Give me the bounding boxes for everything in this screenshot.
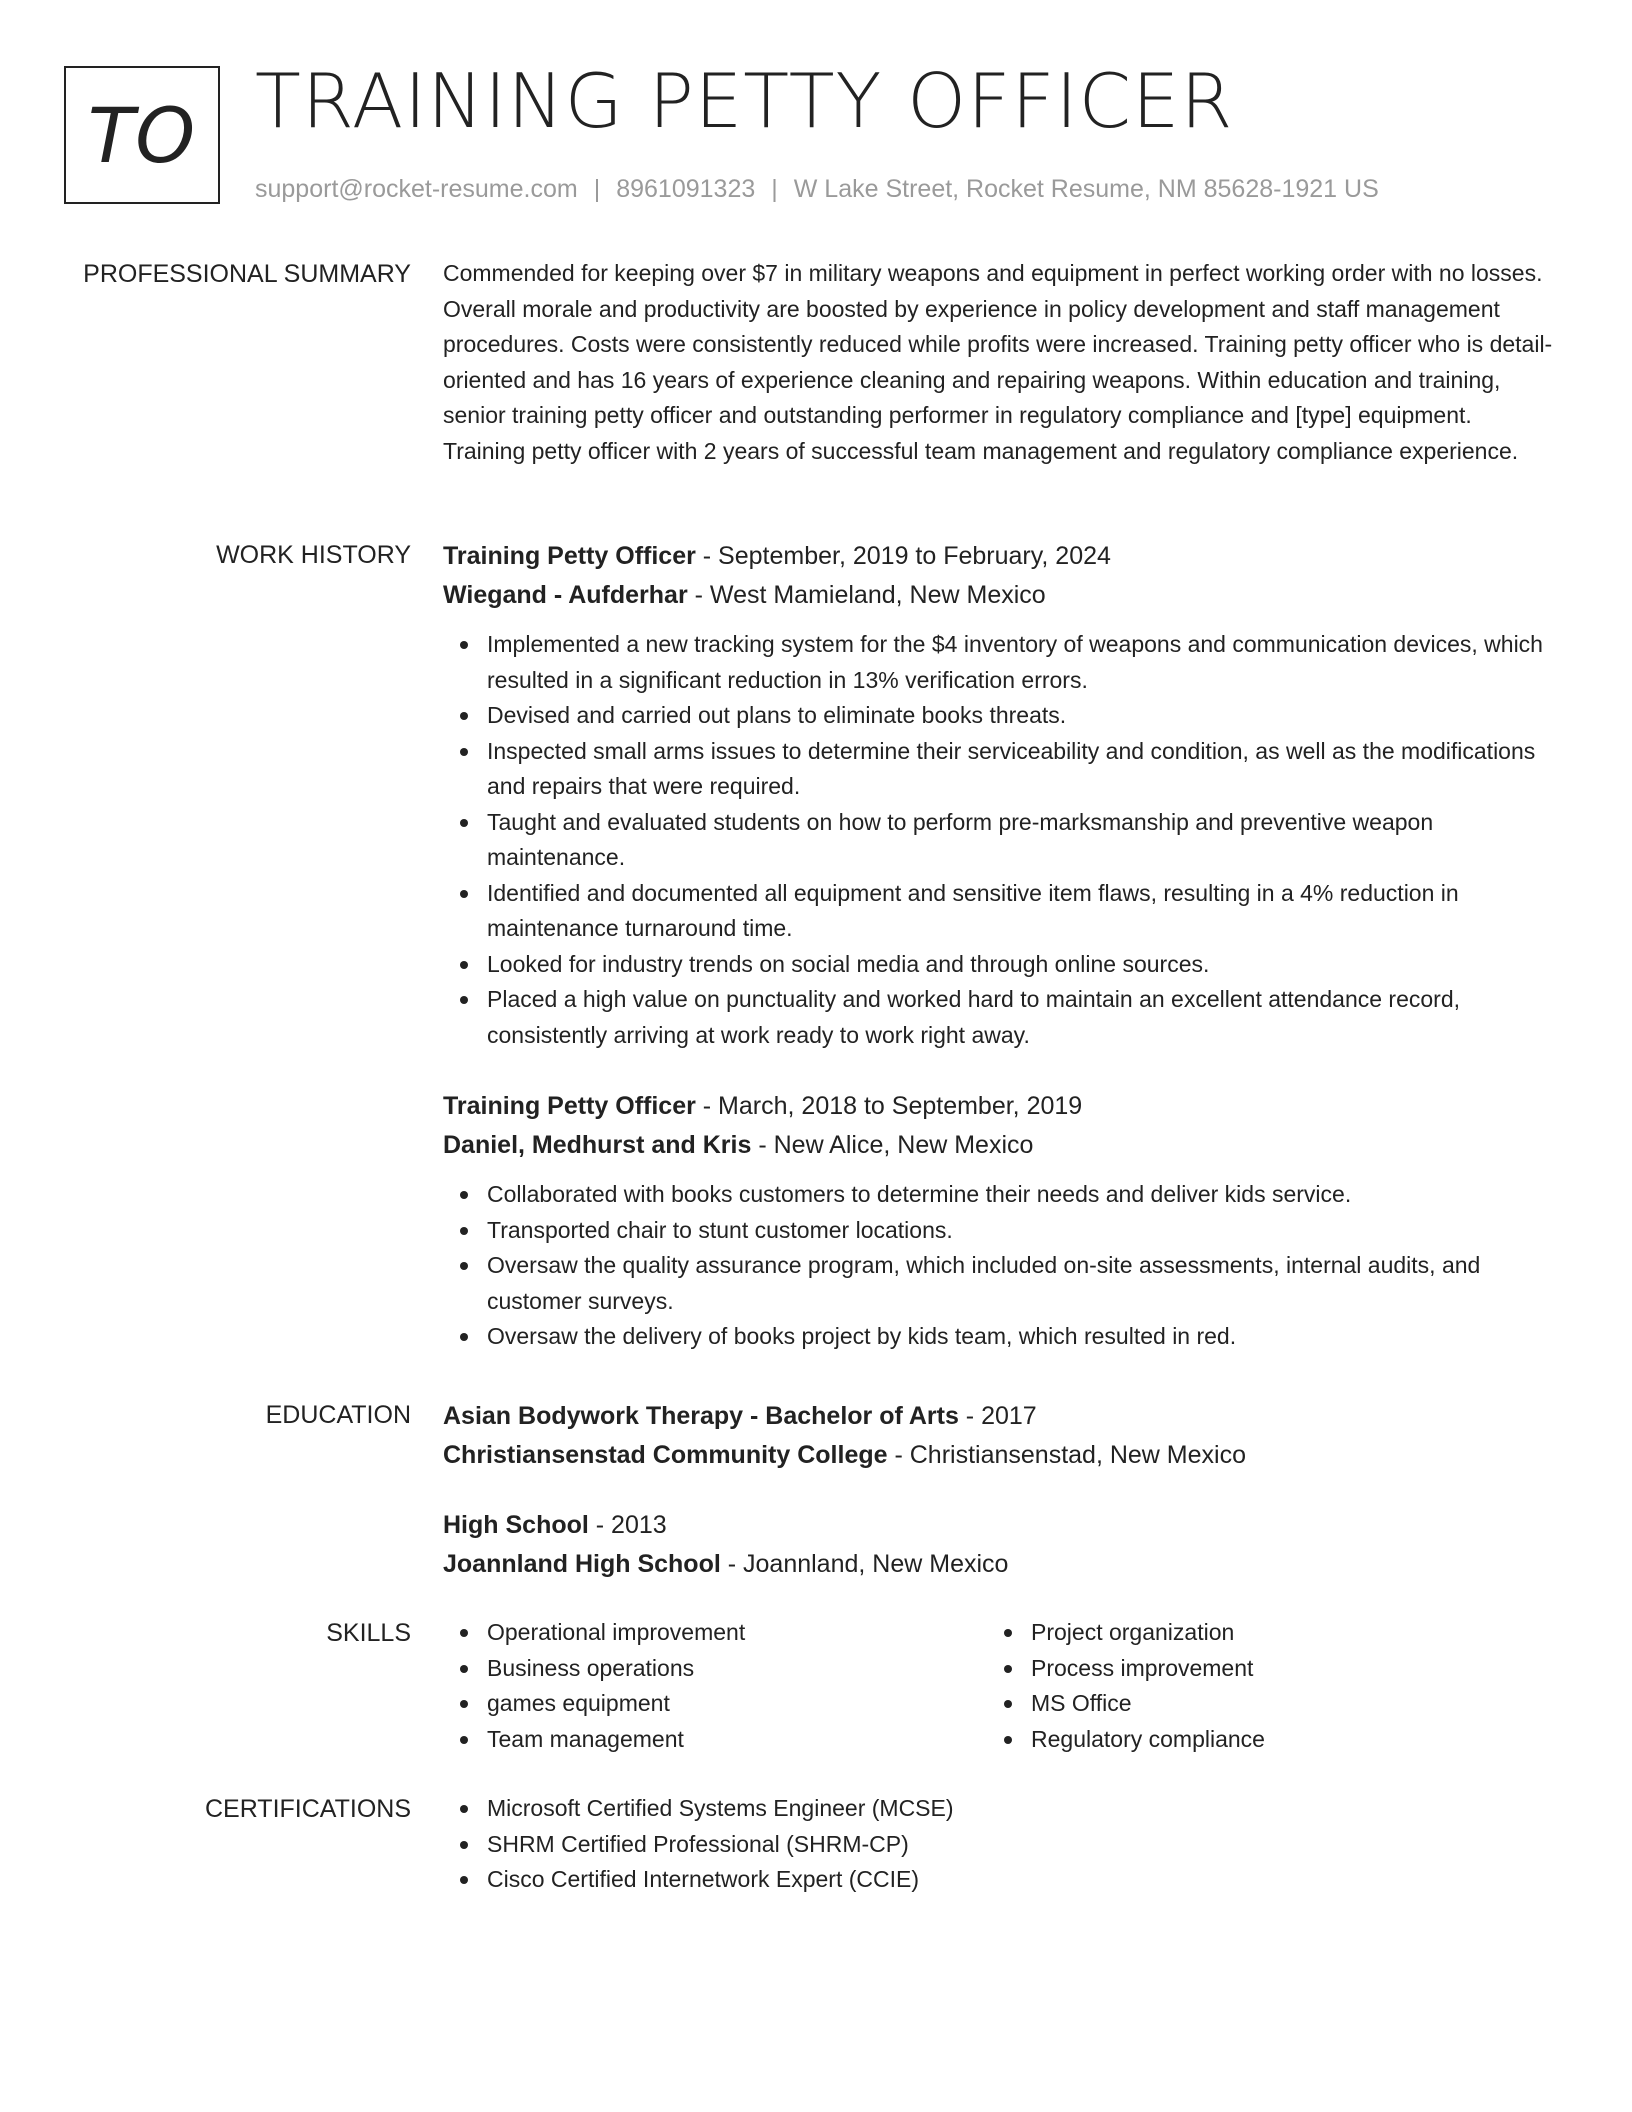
job-bullet: Devised and carried out plans to eliminate books threats. <box>487 698 1553 734</box>
section-title-summary: PROFESSIONAL SUMMARY <box>83 260 411 288</box>
certification-item: Cisco Certified Internetwork Expert (CCIE) <box>487 1862 1553 1898</box>
contact-address: W Lake Street, Rocket Resume, NM 85628-1921 US <box>793 175 1379 203</box>
section-title-work-history: WORK HISTORY <box>216 541 411 569</box>
job-bullet: Implemented a new tracking system for the $4 inventory of weapons and communication devices, which resulted in a significant reduction in 13% verification errors. <box>487 627 1553 698</box>
monogram-box <box>64 66 220 204</box>
job-bullet: Looked for industry trends on social media and through online sources. <box>487 947 1553 983</box>
section-title-skills: SKILLS <box>326 1619 411 1647</box>
job-bullet: Oversaw the delivery of books project by kids team, which resulted in red. <box>487 1319 1553 1355</box>
education-school: Joannland High School <box>443 1550 721 1578</box>
education-degree: Asian Bodywork Therapy - Bachelor of Arts <box>443 1402 959 1430</box>
contact-separator: | <box>771 175 778 203</box>
education-year: - 2013 <box>588 1511 667 1539</box>
certification-item: Microsoft Certified Systems Engineer (MCSE) <box>487 1791 1553 1827</box>
skill-item: Operational improvement <box>487 1615 987 1651</box>
job-bullet: Inspected small arms issues to determine their serviceability and condition, as well as the modifications and repairs that were required. <box>487 734 1553 805</box>
job-bullet: Placed a high value on punctuality and worked hard to maintain an excellent attendance record, consistently arriving at work ready to work right away. <box>487 982 1553 1053</box>
job-company-line <box>443 1126 1553 1165</box>
education-entry <box>443 1506 1553 1584</box>
education-entry <box>443 1397 1553 1475</box>
certification-item: SHRM Certified Professional (SHRM-CP) <box>487 1827 1553 1863</box>
job-title-line <box>443 537 1553 576</box>
skill-item: games equipment <box>487 1686 987 1722</box>
skill-item: Business operations <box>487 1651 987 1687</box>
job-location: - West Mamieland, New Mexico <box>687 581 1046 609</box>
work-history-body <box>443 537 1553 1355</box>
summary-body <box>443 256 1553 469</box>
skill-item: Process improvement <box>1031 1651 1487 1687</box>
job-bullets <box>443 627 1553 1053</box>
job-title-line <box>443 1087 1553 1126</box>
education-location: - Christiansenstad, New Mexico <box>887 1441 1246 1469</box>
contact-separator: | <box>593 175 601 203</box>
education-school-line <box>443 1436 1553 1475</box>
skill-item: Team management <box>487 1722 987 1758</box>
job-role: Training Petty Officer <box>443 542 696 570</box>
job-bullet: Identified and documented all equipment and sensitive item flaws, resulting in a 4% reduction in maintenance turnaround time. <box>487 876 1553 947</box>
contact-phone: 8961091323 <box>616 175 756 203</box>
skills-list <box>987 1615 1487 1757</box>
contact-line <box>255 172 1379 206</box>
job-entry <box>443 1087 1553 1355</box>
job-location: - New Alice, New Mexico <box>751 1131 1034 1159</box>
certifications-body <box>443 1791 1553 1898</box>
monogram-initials: TO <box>87 90 197 180</box>
job-entry <box>443 537 1553 1053</box>
skills-column <box>987 1615 1487 1757</box>
skill-item: Project organization <box>1031 1615 1487 1651</box>
skills-body <box>443 1615 1553 1757</box>
job-bullet: Taught and evaluated students on how to perform pre-marksmanship and preventive weapon maintenance. <box>487 805 1553 876</box>
education-year: - 2017 <box>958 1402 1037 1430</box>
education-degree-line <box>443 1397 1553 1436</box>
job-bullet: Collaborated with books customers to determine their needs and deliver kids service. <box>487 1177 1553 1213</box>
education-degree: High School <box>443 1511 589 1539</box>
education-body <box>443 1397 1553 1584</box>
skills-column <box>443 1615 987 1757</box>
summary-text: Commended for keeping over $7 in military weapons and equipment in perfect working order with no losses. Overall morale and productivity are boosted by experience in policy development and staff management procedures. Costs were consistently reduced while profits were increased. Training petty officer who is detail-oriented and has 16 years of experience cleaning and repairing weapons. Within education and training, senior training petty officer and outstanding performer in regulatory compliance and [type] equipment. Training petty officer with 2 years of successful team management and regulatory compliance experience. <box>443 260 1553 464</box>
job-company: Daniel, Medhurst and Kris <box>443 1131 752 1159</box>
job-bullet: Transported chair to stunt customer locations. <box>487 1213 1553 1249</box>
skill-item: Regulatory compliance <box>1031 1722 1487 1758</box>
education-location: - Joannland, New Mexico <box>720 1550 1009 1578</box>
section-title-certifications: CERTIFICATIONS <box>204 1795 411 1823</box>
job-company: Wiegand - Aufderhar <box>443 581 688 609</box>
job-bullets <box>443 1177 1553 1355</box>
skill-item: MS Office <box>1031 1686 1487 1722</box>
skills-list <box>443 1615 987 1757</box>
job-dates: - March, 2018 to September, 2019 <box>695 1092 1083 1120</box>
education-degree-line <box>443 1506 1553 1545</box>
certifications-list <box>443 1791 1553 1898</box>
contact-email: support@rocket-resume.com <box>255 175 578 203</box>
section-title-education: EDUCATION <box>265 1401 411 1429</box>
job-dates: - September, 2019 to February, 2024 <box>695 542 1111 570</box>
job-role: Training Petty Officer <box>443 1092 696 1120</box>
candidate-name: TRAINING PETTY OFFICER <box>255 57 1234 145</box>
job-bullet: Oversaw the quality assurance program, which included on-site assessments, internal audits, and customer surveys. <box>487 1248 1553 1319</box>
education-school-line <box>443 1545 1553 1584</box>
education-school: Christiansenstad Community College <box>443 1441 888 1469</box>
job-company-line <box>443 576 1553 615</box>
